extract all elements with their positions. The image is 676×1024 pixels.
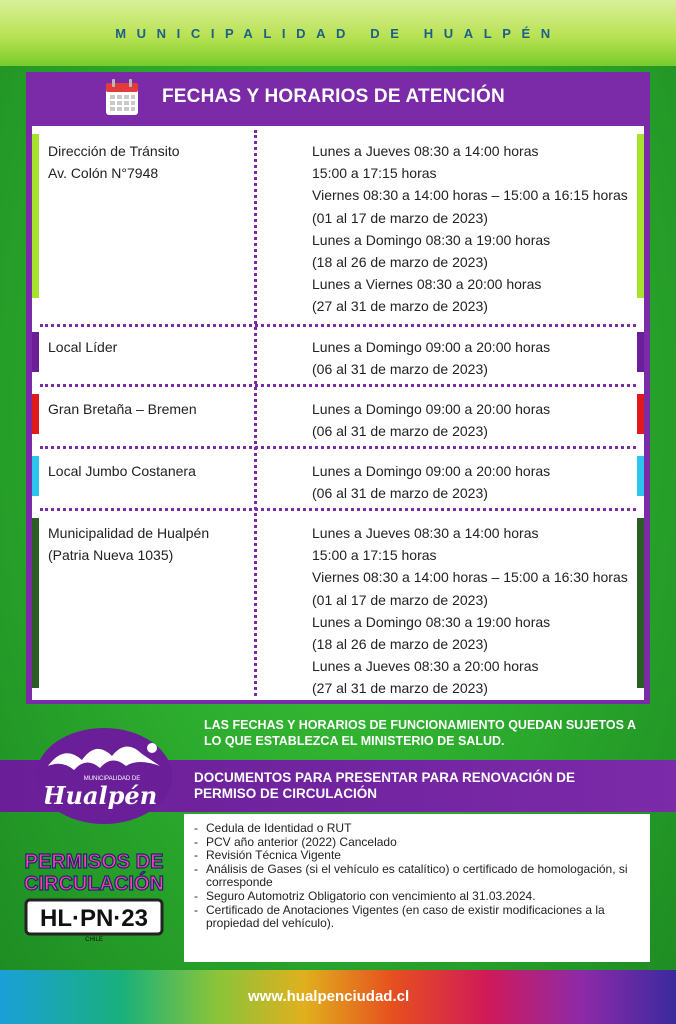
- time-line: Viernes 08:30 a 14:00 horas – 15:00 a 16:30 horas: [312, 569, 628, 586]
- time-line: (06 al 31 de marzo de 2023): [312, 361, 488, 378]
- time-line: Lunes a Domingo 09:00 a 20:00 horas: [312, 339, 551, 355]
- top-banner: [0, 0, 676, 66]
- row-place: Municipalidad de Hualpén (Patria Nueva 1035): [48, 525, 210, 563]
- row-times: [312, 336, 550, 380]
- schedule-header: [26, 72, 650, 124]
- header-title: MUNICIPALIDAD DE HUALPÉN: [115, 25, 561, 41]
- schedule-row-jumbo: [32, 452, 644, 500]
- time-line: Lunes a Domingo 09:00 a 20:00 horas: [312, 401, 551, 417]
- list-item: - Cedula de Identidad o RUT: [192, 822, 640, 836]
- time-line: (06 al 31 de marzo de 2023): [312, 485, 488, 502]
- documents-title: DOCUMENTOS PARA PRESENTAR PARA RENOVACIÓN DE PERMISO DE CIRCULACIÓN: [194, 770, 576, 801]
- time-line: Lunes a Domingo 08:30 a 19:00 horas: [312, 231, 551, 248]
- list-item: - Análisis de Gases (si el vehículo es catalítico) o certificado de homologación, si corresponde: [192, 863, 640, 890]
- schedule-table: [32, 126, 644, 700]
- row-times: [312, 398, 550, 442]
- time-line: (27 al 31 de marzo de 2023): [312, 298, 488, 315]
- row-accent-left: [32, 456, 39, 496]
- row-accent-left: [32, 134, 39, 298]
- row-accent-right: [637, 134, 644, 298]
- time-line: Lunes a Domingo 08:30 a 19:00 horas: [312, 613, 551, 630]
- footer-band: [0, 970, 676, 1024]
- time-line: Lunes a Domingo 09:00 a 20:00 horas: [312, 463, 551, 479]
- row-divider: [40, 446, 636, 449]
- logo-top-text: MUNICIPALIDAD DE: [83, 776, 141, 782]
- schedule-row-bremen: [32, 390, 644, 438]
- website-link[interactable]: www.hualpenciudad.cl: [248, 988, 410, 1005]
- row-accent-left: [32, 394, 39, 434]
- documents-list: [184, 814, 650, 962]
- schedule-title: FECHAS Y HORARIOS DE ATENCIÓN: [162, 86, 505, 107]
- schedule-row-transito: [32, 132, 644, 315]
- list-item: - Seguro Automotriz Obligatorio con vencimiento al 31.03.2024.: [192, 890, 640, 904]
- permisos-badge: [18, 846, 170, 964]
- time-line: Viernes 08:30 a 14:00 horas – 15:00 a 16:15 horas: [312, 187, 628, 204]
- row-place: Gran Bretaña – Bremen: [48, 401, 197, 417]
- time-line: (06 al 31 de marzo de 2023): [312, 423, 488, 440]
- time-line: 15:00 a 17:15 horas: [312, 547, 437, 564]
- schedule-row-lider: [32, 328, 644, 376]
- row-divider: [40, 384, 636, 387]
- time-line: Lunes a Jueves 08:30 a 14:00 horas: [312, 525, 539, 541]
- row-place: Local Líder: [48, 339, 118, 355]
- row-accent-left: [32, 332, 39, 372]
- time-line: 15:00 a 17:15 horas: [312, 165, 437, 182]
- schedule-row-municipalidad: [32, 514, 644, 697]
- row-place: Local Jumbo Costanera: [48, 463, 196, 479]
- calendar-icon: [104, 77, 140, 117]
- time-line: Lunes a Viernes 08:30 a 20:00 horas: [312, 276, 542, 293]
- municipalidad-logo: [34, 726, 174, 826]
- time-line: (18 al 26 de marzo de 2023): [312, 254, 488, 271]
- list-item: - Certificado de Anotaciones Vigentes (en caso de existir modificaciones a la propiedad del vehículo).: [192, 904, 640, 931]
- time-line: (27 al 31 de marzo de 2023): [312, 680, 488, 697]
- row-divider: [40, 508, 636, 511]
- row-accent-right: [637, 456, 644, 496]
- permisos-line2: CIRCULACIÓN: [24, 873, 164, 895]
- list-item: - PCV año anterior (2022) Cancelado: [192, 836, 640, 850]
- row-accent-right: [637, 394, 644, 434]
- plate-text: HL·PN·23: [39, 905, 149, 932]
- permisos-line1: PERMISOS DE: [24, 851, 164, 873]
- logo-name-text: Hualpén: [42, 781, 158, 810]
- time-line: (18 al 26 de marzo de 2023): [312, 636, 488, 653]
- row-accent-left: [32, 518, 39, 688]
- list-item: - Revisión Técnica Vigente: [192, 849, 640, 863]
- schedule-panel: [26, 72, 650, 704]
- plate-country: CHILE: [85, 937, 103, 943]
- row-accent-right: [637, 332, 644, 372]
- row-accent-right: [637, 518, 644, 688]
- row-times: [312, 460, 550, 504]
- row-divider: [40, 324, 636, 327]
- health-notice: LAS FECHAS Y HORARIOS DE FUNCIONAMIENTO QUEDAN SUJETOS A LO QUE ESTABLEZCA EL MINISTERIO DE SALUD.: [204, 718, 636, 748]
- time-line: (01 al 17 de marzo de 2023): [312, 591, 488, 608]
- row-times: [312, 522, 628, 700]
- time-line: Lunes a Jueves 08:30 a 20:00 horas: [312, 658, 539, 675]
- time-line: (01 al 17 de marzo de 2023): [312, 209, 488, 226]
- row-place: Dirección de Tránsito Av. Colón N°7948: [48, 143, 180, 181]
- row-times: [312, 140, 628, 318]
- time-line: Lunes a Jueves 08:30 a 14:00 horas: [312, 143, 539, 159]
